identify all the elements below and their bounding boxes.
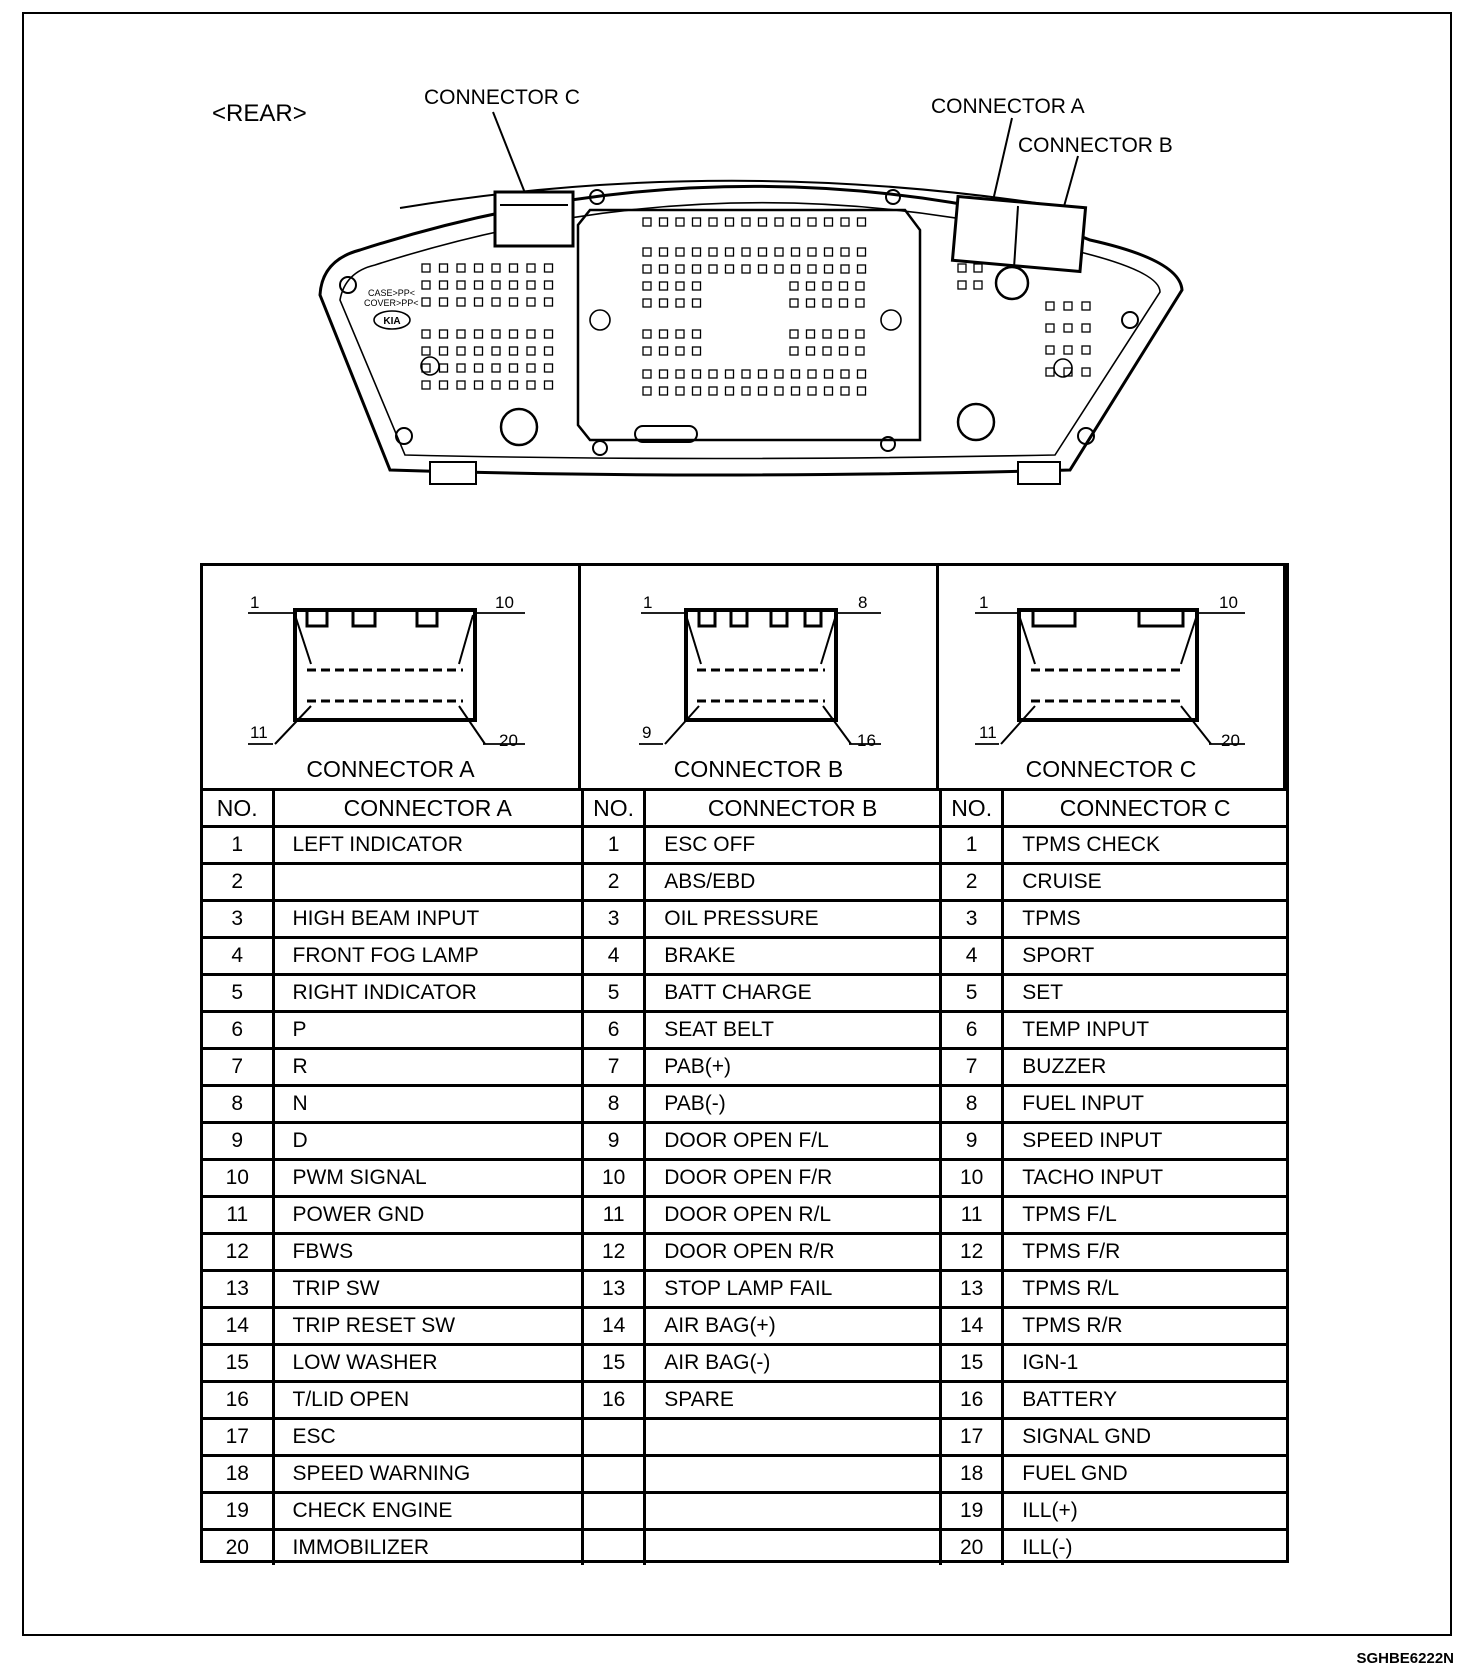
table-row (583, 1308, 940, 1345)
pin-function: IMMOBILIZER (273, 1530, 581, 1566)
pin-function (645, 1530, 939, 1566)
table-row (203, 1493, 581, 1530)
pin-function: LEFT INDICATOR (273, 827, 581, 864)
pin-function: FUEL GND (1003, 1456, 1286, 1493)
tab-right (1018, 462, 1060, 484)
table-row (203, 1530, 581, 1566)
pin-function: AIR BAG(-) (645, 1345, 939, 1382)
connector-c-diagram-cell (939, 566, 1286, 790)
pin-number (583, 1456, 645, 1493)
pin-number: 12 (203, 1234, 273, 1271)
pin-function: SET (1003, 975, 1286, 1012)
pin-function: ESC (273, 1419, 581, 1456)
table-row (203, 827, 581, 864)
pin-number: 15 (941, 1345, 1003, 1382)
table-row (583, 1493, 940, 1530)
pin-number: 4 (203, 938, 273, 975)
pin-number: 16 (203, 1382, 273, 1419)
pin-number: 10 (203, 1160, 273, 1197)
pin-function: DOOR OPEN R/R (645, 1234, 939, 1271)
pin-label-tr: 10 (1219, 593, 1238, 612)
table-row (583, 901, 940, 938)
pin-number: 12 (583, 1234, 645, 1271)
table-row (941, 864, 1287, 901)
table-row (583, 1234, 940, 1271)
pin-function: SPEED INPUT (1003, 1123, 1286, 1160)
pin-function: IGN-1 (1003, 1345, 1286, 1382)
connector-b-diagram-cell (581, 566, 939, 790)
pin-number: 11 (583, 1197, 645, 1234)
table-row (941, 1234, 1287, 1271)
table-row (583, 864, 940, 901)
pin-number: 17 (203, 1419, 273, 1456)
header-no: NO. (941, 790, 1003, 827)
pin-function: BUZZER (1003, 1049, 1286, 1086)
pin-label-bl: 11 (979, 723, 997, 742)
pin-function: BRAKE (645, 938, 939, 975)
pin-number: 4 (941, 938, 1003, 975)
cover-marking: COVER>PP< (364, 298, 419, 308)
leader-connector-a (992, 118, 1012, 205)
pin-label-br: 20 (1221, 731, 1240, 750)
pin-number: 15 (583, 1345, 645, 1382)
table-row (203, 975, 581, 1012)
table-row (203, 1234, 581, 1271)
pin-function: ABS/EBD (645, 864, 939, 901)
pin-number: 7 (203, 1049, 273, 1086)
pin-number: 2 (941, 864, 1003, 901)
pin-function: DOOR OPEN F/L (645, 1123, 939, 1160)
pin-number: 8 (203, 1086, 273, 1123)
table-row (941, 1530, 1287, 1566)
pin-function: DOOR OPEN F/R (645, 1160, 939, 1197)
table-row (583, 1345, 940, 1382)
table-row (941, 1419, 1287, 1456)
connector-a-table (203, 788, 581, 1565)
table-row (203, 1308, 581, 1345)
pin-function: ILL(-) (1003, 1530, 1286, 1566)
pin-number: 14 (583, 1308, 645, 1345)
pin-function (645, 1456, 939, 1493)
table-row (941, 1197, 1287, 1234)
pin-number: 6 (941, 1012, 1003, 1049)
connector-ab-housing (952, 197, 1085, 272)
header-connector-a: CONNECTOR A (273, 790, 581, 827)
pin-function: PAB(+) (645, 1049, 939, 1086)
table-row (203, 1086, 581, 1123)
pin-number: 9 (583, 1123, 645, 1160)
pin-function: TRIP SW (273, 1271, 581, 1308)
table-row (203, 1382, 581, 1419)
pin-function: RIGHT INDICATOR (273, 975, 581, 1012)
connector-a-diagram-cell (203, 566, 581, 790)
pin-number: 13 (203, 1271, 273, 1308)
pin-function: TRIP RESET SW (273, 1308, 581, 1345)
header-no: NO. (203, 790, 273, 827)
pin-label-bl: 11 (250, 723, 268, 742)
pin-function: BATT CHARGE (645, 975, 939, 1012)
table-row (583, 1456, 940, 1493)
table-row (203, 1197, 581, 1234)
pin-function: FBWS (273, 1234, 581, 1271)
pin-number: 6 (203, 1012, 273, 1049)
table-row (583, 1530, 940, 1566)
table-row (941, 1123, 1287, 1160)
table-row (203, 901, 581, 938)
pin-function: SPEED WARNING (273, 1456, 581, 1493)
pin-number: 8 (583, 1086, 645, 1123)
pin-function: FRONT FOG LAMP (273, 938, 581, 975)
pin-number: 11 (941, 1197, 1003, 1234)
pin-function: D (273, 1123, 581, 1160)
table-row (203, 1123, 581, 1160)
table-row (583, 827, 940, 864)
pin-number: 5 (941, 975, 1003, 1012)
table-row (203, 1160, 581, 1197)
pin-function: P (273, 1012, 581, 1049)
pin-number: 13 (583, 1271, 645, 1308)
pin-function: SPORT (1003, 938, 1286, 975)
table-row (941, 901, 1287, 938)
pin-number: 5 (203, 975, 273, 1012)
pin-function: SIGNAL GND (1003, 1419, 1286, 1456)
pin-label-tr: 8 (858, 593, 868, 612)
pin-function: PWM SIGNAL (273, 1160, 581, 1197)
pin-number: 10 (583, 1160, 645, 1197)
pin-number: 18 (203, 1456, 273, 1493)
pin-function: CHECK ENGINE (273, 1493, 581, 1530)
pin-function: TPMS CHECK (1003, 827, 1286, 864)
header-connector-b: CONNECTOR B (645, 790, 939, 827)
table-row (583, 1271, 940, 1308)
pin-number: 2 (583, 864, 645, 901)
pin-function: TPMS F/R (1003, 1234, 1286, 1271)
pin-function: TPMS R/L (1003, 1271, 1286, 1308)
table-row (203, 1419, 581, 1456)
pin-function (645, 1493, 939, 1530)
table-row (583, 1012, 940, 1049)
table-row (583, 1123, 940, 1160)
pin-label-br: 16 (857, 731, 876, 750)
table-row (941, 938, 1287, 975)
kia-logo: KIA (383, 316, 401, 327)
header-connector-c: CONNECTOR C (1003, 790, 1286, 827)
connector-c-name: CONNECTOR C (1025, 756, 1197, 782)
pin-label-tl: 1 (643, 593, 653, 612)
table-row (941, 1345, 1287, 1382)
pin-number: 5 (583, 975, 645, 1012)
table-row (583, 1160, 940, 1197)
table-row (583, 938, 940, 975)
pin-number: 14 (203, 1308, 273, 1345)
pin-function: DOOR OPEN R/L (645, 1197, 939, 1234)
table-row (583, 1086, 940, 1123)
pin-function: STOP LAMP FAIL (645, 1271, 939, 1308)
pin-number: 8 (941, 1086, 1003, 1123)
pin-number: 6 (583, 1012, 645, 1049)
pin-function: PAB(-) (645, 1086, 939, 1123)
figure-code: SGHBE6222N (1356, 1650, 1454, 1667)
table-row (941, 1382, 1287, 1419)
pin-number: 13 (941, 1271, 1003, 1308)
connector-c-housing (495, 192, 573, 246)
pin-function: TEMP INPUT (1003, 1012, 1286, 1049)
pin-function (273, 864, 581, 901)
table-row (941, 1308, 1287, 1345)
table-row (583, 1049, 940, 1086)
pin-number: 9 (941, 1123, 1003, 1160)
table-row (941, 1493, 1287, 1530)
pin-number: 3 (941, 901, 1003, 938)
pin-function: ESC OFF (645, 827, 939, 864)
table-row (941, 1456, 1287, 1493)
pin-function: SEAT BELT (645, 1012, 939, 1049)
pin-function: CRUISE (1003, 864, 1286, 901)
pin-function: TPMS F/L (1003, 1197, 1286, 1234)
table-row (203, 1012, 581, 1049)
pin-number: 7 (583, 1049, 645, 1086)
header-no: NO. (583, 790, 645, 827)
table-row (941, 1012, 1287, 1049)
pin-number: 7 (941, 1049, 1003, 1086)
table-row (583, 975, 940, 1012)
table-row (203, 1271, 581, 1308)
pin-number: 19 (203, 1493, 273, 1530)
table-row (941, 1271, 1287, 1308)
connector-c-table (939, 788, 1286, 1565)
pin-function: TPMS (1003, 901, 1286, 938)
table-row (203, 1456, 581, 1493)
pin-function: TPMS R/R (1003, 1308, 1286, 1345)
callout-connector-c: CONNECTOR C (424, 86, 580, 109)
connector-b-table (581, 788, 939, 1565)
cluster-rear-view (0, 0, 1472, 500)
pin-function: OIL PRESSURE (645, 901, 939, 938)
connector-a-name: CONNECTOR A (306, 756, 475, 782)
pin-number: 10 (941, 1160, 1003, 1197)
pin-number: 16 (941, 1382, 1003, 1419)
case-marking: CASE>PP< (368, 288, 416, 298)
pin-function: LOW WASHER (273, 1345, 581, 1382)
table-row (583, 1197, 940, 1234)
pin-function: POWER GND (273, 1197, 581, 1234)
pin-function: BATTERY (1003, 1382, 1286, 1419)
pin-number: 1 (203, 827, 273, 864)
pin-number: 12 (941, 1234, 1003, 1271)
pin-number: 3 (203, 901, 273, 938)
pin-label-bl: 9 (642, 723, 652, 742)
table-row (203, 1049, 581, 1086)
pin-label-tr: 10 (495, 593, 514, 612)
pin-function: R (273, 1049, 581, 1086)
pin-number: 9 (203, 1123, 273, 1160)
table-row (583, 1382, 940, 1419)
table-row (941, 1086, 1287, 1123)
tab-left (430, 462, 476, 484)
pin-function: AIR BAG(+) (645, 1308, 939, 1345)
pin-label-tl: 1 (250, 593, 260, 612)
pin-function: SPARE (645, 1382, 939, 1419)
table-row (941, 1049, 1287, 1086)
pin-number: 4 (583, 938, 645, 975)
table-row (941, 975, 1287, 1012)
callout-connector-a: CONNECTOR A (931, 95, 1085, 118)
pin-number: 11 (203, 1197, 273, 1234)
pin-number: 15 (203, 1345, 273, 1382)
pin-number: 20 (941, 1530, 1003, 1566)
pin-number: 17 (941, 1419, 1003, 1456)
pin-number: 1 (941, 827, 1003, 864)
pin-number: 2 (203, 864, 273, 901)
pin-number: 19 (941, 1493, 1003, 1530)
leader-connector-c (493, 112, 525, 193)
connector-b-name: CONNECTOR B (673, 756, 844, 782)
pin-number (583, 1493, 645, 1530)
table-row (941, 827, 1287, 864)
pin-function: ILL(+) (1003, 1493, 1286, 1530)
table-row (203, 864, 581, 901)
pin-number (583, 1419, 645, 1456)
pin-table (200, 563, 1289, 1563)
table-row (583, 1419, 940, 1456)
pin-number: 18 (941, 1456, 1003, 1493)
pin-number: 16 (583, 1382, 645, 1419)
table-row (203, 1345, 581, 1382)
pin-function: TACHO INPUT (1003, 1160, 1286, 1197)
pin-label-tl: 1 (979, 593, 989, 612)
pin-label-br: 20 (499, 731, 518, 750)
pin-number: 3 (583, 901, 645, 938)
pin-function: N (273, 1086, 581, 1123)
pin-number: 1 (583, 827, 645, 864)
pin-function (645, 1419, 939, 1456)
pin-number (583, 1530, 645, 1566)
table-row (203, 938, 581, 975)
callout-connector-b: CONNECTOR B (1018, 134, 1173, 157)
pin-function: FUEL INPUT (1003, 1086, 1286, 1123)
view-label: <REAR> (212, 100, 307, 127)
pin-function: T/LID OPEN (273, 1382, 581, 1419)
pin-function: HIGH BEAM INPUT (273, 901, 581, 938)
table-row (941, 1160, 1287, 1197)
pin-number: 20 (203, 1530, 273, 1566)
pin-number: 14 (941, 1308, 1003, 1345)
